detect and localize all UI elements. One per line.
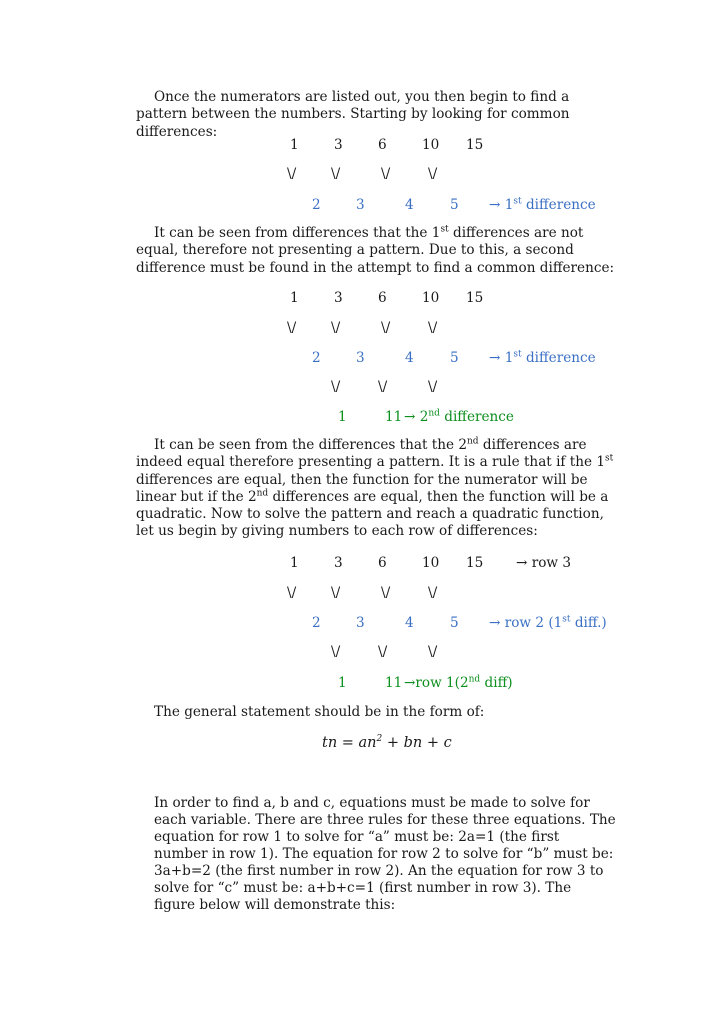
paragraph-intro: Once the numerators are listed out, you then begin to find a pattern between the numbers. Starting by looking for common differences: (136, 89, 570, 140)
numerator-3: 6 (378, 555, 387, 571)
arrow-icon: → (404, 409, 416, 425)
first-diff-4: 5 (450, 615, 459, 631)
slash-connector: \/ (428, 644, 438, 660)
paragraph-quadratic-rule: It can be seen from the differences that the 2nd differences are indeed equal therefore presenting a pattern. It is a rule that if the 1st differences are equal, then the function for the numerator will be linear but if the 2nd differences are equal, then the function will be a quadratic. Now to solve the pattern and reach a quadratic function, let us begin by giving numbers to each row of differences: (136, 436, 614, 540)
numerator-3: 6 (378, 137, 387, 153)
numerator-4: 10 (422, 555, 440, 571)
second-diff-1: 1 (338, 409, 347, 425)
numerator-5: 15 (466, 290, 484, 306)
row-1-label: →row 1(2nd diff) (404, 674, 513, 691)
row-2-label: → row 2 (1st diff.) (489, 614, 607, 631)
slash-connector: \/ (378, 644, 388, 660)
second-diff-1: 1 (338, 675, 347, 691)
first-diff-3: 4 (405, 615, 414, 631)
slash-connector: \/ (331, 320, 341, 336)
first-difference-label: → 1st difference (489, 196, 596, 213)
slash-connector: \/ (331, 379, 341, 395)
slash-connector: \/ (381, 166, 391, 182)
numerator-1: 1 (290, 555, 299, 571)
first-difference-label: → 1st difference (489, 349, 596, 366)
numerator-5: 15 (466, 137, 484, 153)
slash-connector: \/ (428, 320, 438, 336)
numerator-2: 3 (334, 555, 343, 571)
paragraph-equations: In order to find a, b and c, equations must be made to solve for each variable. There are three rules for these three equations. The equation for row 1 to solve for “a” must be: 2a=1 (the first number in row 1). The equation for row 2 to solve for “b” must be: 3a+b=2 (the first number in row 2). An the equation for row 3 to solve for “c” must be: a+b+c=1 (first number in row 3). The figure below will demonstrate this: (154, 795, 616, 913)
first-diff-3: 4 (405, 197, 414, 213)
numerator-2: 3 (334, 137, 343, 153)
arrow-icon: → (489, 350, 501, 366)
numerator-5: 15 (466, 555, 484, 571)
arrow-icon: → (489, 197, 501, 213)
row-3-label: → row 3 (516, 555, 571, 571)
second-difference-label: → 2nd difference (404, 408, 514, 425)
slash-connector: \/ (331, 166, 341, 182)
first-diff-3: 4 (405, 350, 414, 366)
slash-connector: \/ (378, 379, 388, 395)
general-statement: The general statement should be in the form of: (154, 704, 485, 720)
slash-connector: \/ (428, 585, 438, 601)
first-diff-1: 2 (312, 350, 321, 366)
numerator-1: 1 (290, 290, 299, 306)
first-diff-1: 2 (312, 615, 321, 631)
numerator-2: 3 (334, 290, 343, 306)
slash-connector: \/ (381, 585, 391, 601)
slash-connector: \/ (381, 320, 391, 336)
paragraph-not-equal: It can be seen from differences that the 1st differences are not equal, therefore not presenting a pattern. Due to this, a second difference must be found in the attempt to find a common difference: (136, 224, 615, 276)
slash-connector: \/ (428, 166, 438, 182)
numerator-4: 10 (422, 290, 440, 306)
first-diff-2: 3 (356, 197, 365, 213)
slash-connector: \/ (287, 166, 297, 182)
quadratic-formula: tn = $an^2$ + bn + c (322, 734, 452, 751)
slash-connector: \/ (428, 379, 438, 395)
slash-connector: \/ (331, 585, 341, 601)
first-diff-2: 3 (356, 350, 365, 366)
first-diff-2: 3 (356, 615, 365, 631)
second-diff-2: 11 (385, 675, 403, 691)
numerator-4: 10 (422, 137, 440, 153)
first-diff-4: 5 (450, 197, 459, 213)
numerator-1: 1 (290, 137, 299, 153)
second-diff-2: 11 (385, 409, 403, 425)
slash-connector: \/ (287, 585, 297, 601)
first-diff-1: 2 (312, 197, 321, 213)
numerator-3: 6 (378, 290, 387, 306)
slash-connector: \/ (287, 320, 297, 336)
slash-connector: \/ (331, 644, 341, 660)
first-diff-4: 5 (450, 350, 459, 366)
